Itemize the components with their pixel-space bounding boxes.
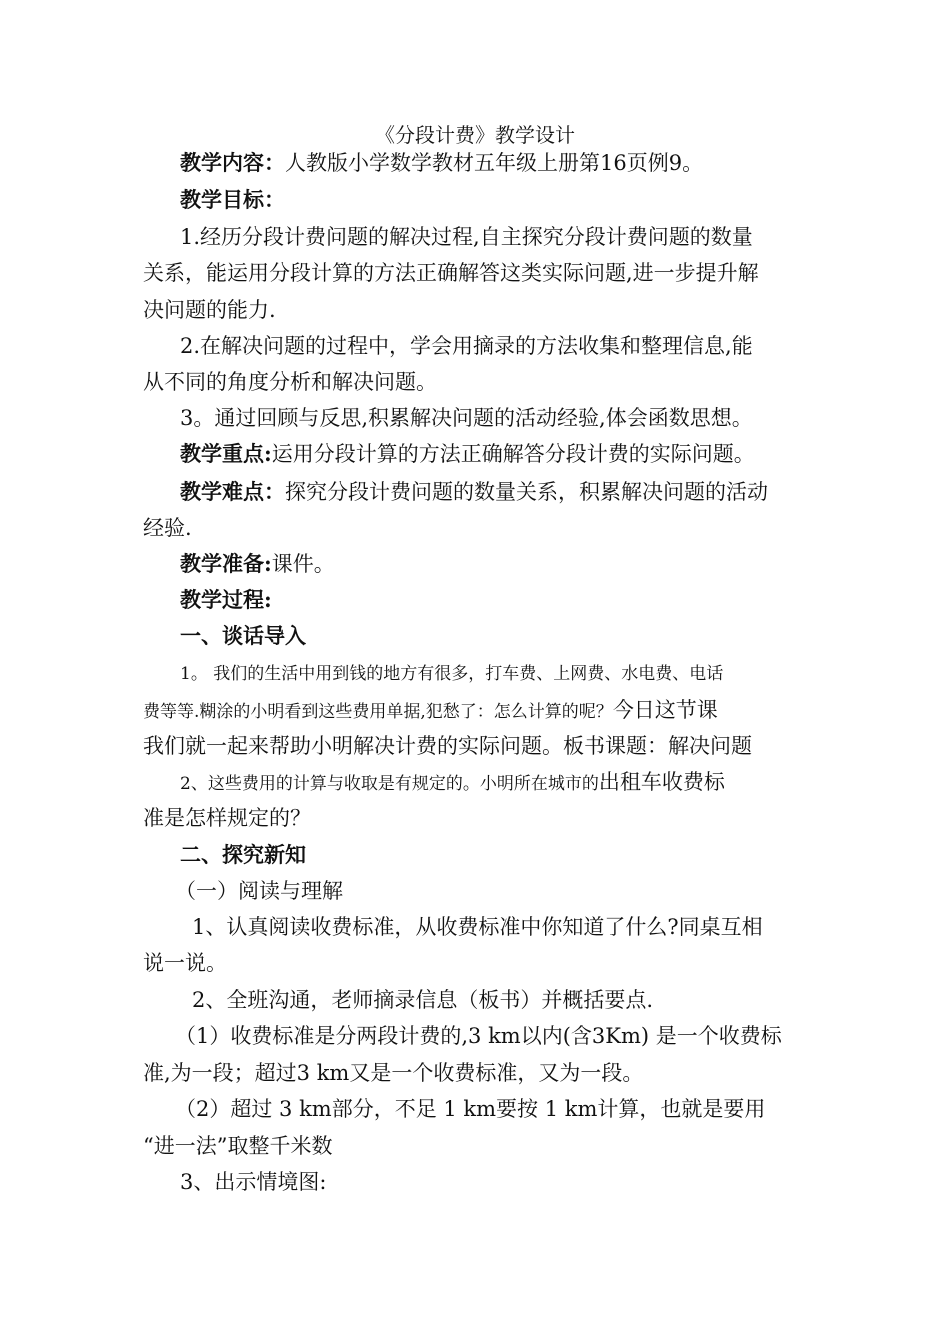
section-1-para-1-line-1: 1。 我们的生活中用到钱的地方有很多，打车费、上网费、水电费、电话	[180, 664, 724, 684]
goal-2-line-1: 2.在解决问题的过程中，学会用摘录的方法收集和整理信息,能	[180, 334, 753, 358]
item-2a-line-1: （1）收费标准是分两段计费的,3 km以内(含3Km) 是一个收费标	[175, 1024, 782, 1048]
key-point-text: 运用分段计算的方法正确解答分段计费的实际问题。	[271, 442, 755, 466]
para-1-line-2-part-a: 费等等.糊涂的小明看到这些费用单据,犯愁了：怎么计算的呢？	[143, 702, 613, 722]
section-1-para-2-line-2: 准是怎样规定的？	[143, 806, 311, 830]
teaching-key-point	[180, 439, 755, 469]
section-1-para-2-line-1	[180, 767, 725, 799]
section-2-heading: 二、探究新知	[180, 842, 306, 867]
para-2-line-1-part-b: 出租车收费标	[598, 770, 725, 794]
teaching-content	[180, 148, 703, 178]
item-3: 3、出示情境图:	[180, 1170, 327, 1194]
item-2a-line-2: 准,为一段；超过3 km又是一个收费标准，又为一段。	[143, 1061, 644, 1085]
difficulty-label: 教学难点：	[180, 479, 285, 504]
subsection-1-heading: （一）阅读与理解	[175, 879, 343, 903]
item-2b-line-1: （2）超过 3 km部分，不足 1 km要按 1 km计算，也就是要用	[175, 1097, 766, 1121]
section-1-heading: 一、谈话导入	[180, 623, 306, 648]
preparation-text: 课件。	[271, 552, 335, 576]
para-2-line-1-part-a: 2、这些费用的计算与收取是有规定的。小明所在城市的	[180, 774, 599, 794]
para-1-line-2-part-b: 今日这节课	[612, 698, 718, 722]
goal-2-line-2: 从不同的角度分析和解决问题。	[143, 370, 437, 394]
key-point-label: 教学重点:	[180, 441, 272, 466]
difficulty-text: 探究分段计费问题的数量关系，积累解决问题的活动	[285, 480, 768, 504]
section-1-para-1-line-3: 我们就一起来帮助小明解决计费的实际问题。板书课题：解决问题	[143, 734, 752, 758]
teaching-content-label: 教学内容：	[180, 150, 285, 175]
document-title: 《分段计费》教学设计	[375, 123, 575, 147]
teaching-goals-label: 教学目标：	[180, 187, 285, 212]
teaching-difficulty	[180, 477, 768, 507]
teaching-content-text: 人教版小学数学教材五年级上册第16页例9。	[285, 151, 704, 175]
item-1-line-2: 说一说。	[143, 951, 227, 975]
section-1-para-1-line-2	[143, 695, 718, 727]
preparation-label: 教学准备:	[180, 551, 272, 576]
item-2: 2、全班沟通，老师摘录信息（板书）并概括要点.	[192, 988, 654, 1012]
item-2b-line-2: “进一法”取整千米数	[143, 1134, 333, 1158]
teaching-preparation	[180, 549, 335, 579]
teaching-process-label: 教学过程:	[180, 587, 272, 612]
item-1-line-1: 1、认真阅读收费标准，从收费标准中你知道了什么?同桌互相	[192, 915, 763, 939]
goal-1-line-1: 1.经历分段计费问题的解决过程,自主探究分段计费问题的数量	[180, 225, 753, 249]
difficulty-line-2: 经验.	[143, 516, 192, 540]
goal-3-line-1: 3。通过回顾与反思,积累解决问题的活动经验,体会函数思想。	[180, 406, 753, 430]
goal-1-line-3: 决问题的能力.	[143, 298, 276, 322]
goal-1-line-2: 关系，能运用分段计算的方法正确解答这类实际问题,进一步提升解	[143, 261, 759, 285]
